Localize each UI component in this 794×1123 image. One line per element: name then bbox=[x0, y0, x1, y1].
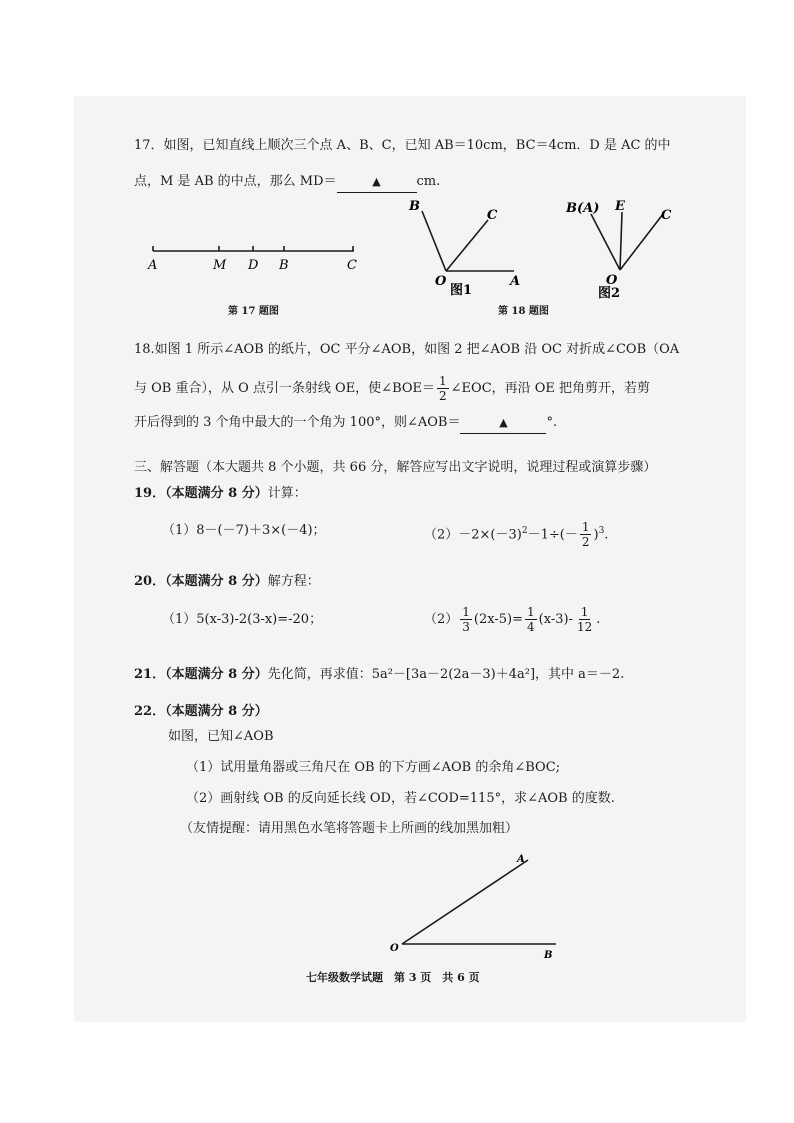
fig18-2-label-c: C bbox=[661, 208, 672, 223]
fig18-1-label-c: C bbox=[487, 208, 498, 223]
q19-part1: （1）8－(－7)＋3×(－4)； bbox=[162, 523, 326, 538]
q22-tip: （友情提醒：请用黑色水笔将答题卡上所画的线加黑加粗） bbox=[180, 821, 519, 836]
fig17-caption: 第 17 题图 bbox=[228, 306, 279, 317]
q19-heading: 19．（本题满分 8 分）计算： bbox=[134, 486, 307, 501]
fig18-2-label-ba: B(A) bbox=[566, 201, 600, 216]
q20-fraction-1: $\frac{1}{3}$ bbox=[462, 605, 470, 634]
q20-heading: 20．（本题满分 8 分）解方程： bbox=[134, 574, 320, 589]
q17-line1: 17．如图，已知直线上顺次三个点 A、B、C，已知 AB＝10cm，BC＝4cm．D 是 AC 的中 bbox=[134, 138, 671, 153]
q18-fraction: $\frac{1}{2}$ bbox=[439, 374, 447, 403]
q20-part2: （2） $\frac{1}{3}$ (2x-5)= $\frac{1}{4}$ (x-3)- $\frac{1}{12}$ . bbox=[424, 605, 601, 634]
figure-22 bbox=[380, 848, 570, 964]
q17-answer-blank: ▲ bbox=[337, 172, 417, 193]
q22-heading: 22．（本题满分 8 分） bbox=[134, 704, 268, 719]
fig18-1-caption: 图1 bbox=[450, 283, 473, 298]
page-footer: 七年级数学试题 第 3 页 共 6 页 bbox=[306, 971, 480, 984]
fig22-ray-oa bbox=[402, 860, 528, 944]
fig18-2-ray-oe bbox=[620, 212, 622, 270]
fig18-1-ray-ob bbox=[422, 211, 446, 271]
fig18-caption: 第 18 题图 bbox=[498, 306, 549, 317]
section-3-heading: 三、解答题（本大题共 8 个小题，共 66 分，解答应写出文字说明，说理过程或演算步骤） bbox=[134, 460, 657, 475]
fig18-2-caption: 图2 bbox=[598, 286, 621, 301]
fig22-label-a: A bbox=[517, 854, 525, 865]
fig17-label-d: D bbox=[248, 258, 259, 273]
fig17-label-b: B bbox=[279, 258, 289, 273]
q21-line: 21．（本题满分 8 分）先化简，再求值：5a²－[3a－2(2a－3)＋4a²]，其中 a＝－2. bbox=[134, 667, 625, 682]
figure-18 bbox=[400, 194, 690, 304]
q20-fraction-2: $\frac{1}{4}$ bbox=[527, 605, 535, 634]
fig17-label-a: A bbox=[148, 258, 158, 273]
fig18-1-label-o: O bbox=[435, 274, 447, 289]
fig18-1-ray-oc bbox=[446, 220, 488, 271]
q17-line2: 点，M 是 AB 的中点，那么 MD＝ ▲ cm. bbox=[134, 172, 440, 193]
q19-part2: $(2)-2\times(-3)^2-1\div(-$ $\frac{1}{2}$ )$^3$. bbox=[424, 520, 609, 550]
q18-line1: 18.如图 1 所示∠AOB 的纸片，OC 平分∠AOB，如图 2 把∠AOB 沿 OC 对折成∠COB（OA bbox=[134, 342, 680, 357]
q20-part1: （1）5(x-3)-2(3-x)=-20； bbox=[162, 612, 323, 627]
q22-part1: （1）试用量角器或三角尺在 OB 的下方画∠AOB 的余角∠BOC; bbox=[186, 760, 561, 775]
fig22-label-o: O bbox=[390, 943, 399, 954]
q22-intro: 如图，已知∠AOB bbox=[168, 729, 274, 744]
fig18-2-ray-oc bbox=[620, 214, 663, 270]
fig22-label-b: B bbox=[544, 950, 553, 961]
fig18-2-label-o: O bbox=[606, 273, 618, 288]
q19-fraction: $\frac{1}{2}$ bbox=[581, 520, 590, 550]
fig18-1-label-b: B bbox=[409, 199, 420, 214]
fig18-2-label-e: E bbox=[615, 199, 625, 214]
figure-17 bbox=[140, 236, 370, 276]
fig18-1-label-a: A bbox=[510, 274, 521, 289]
fig17-label-c: C bbox=[347, 258, 357, 273]
q18-line3: 开后得到的 3 个角中最大的一个角为 100°，则∠AOB＝ ▲ °. bbox=[134, 413, 557, 434]
q20-fraction-3: $\frac{1}{12}$ bbox=[576, 605, 593, 634]
fig17-label-m: M bbox=[213, 258, 227, 273]
q18-line2: 与 OB 重合），从 O 点引一条射线 OE，使∠BOE＝ $\frac{1}{2}$ ∠EOC，再沿 OE 把角剪开，若剪 bbox=[134, 374, 651, 403]
q22-part2: （2）画射线 OB 的反向延长线 OD，若∠COD=115°，求∠AOB 的度数. bbox=[186, 791, 615, 806]
fig18-2-ray-ob bbox=[591, 214, 620, 270]
q18-answer-blank: ▲ bbox=[460, 413, 546, 434]
